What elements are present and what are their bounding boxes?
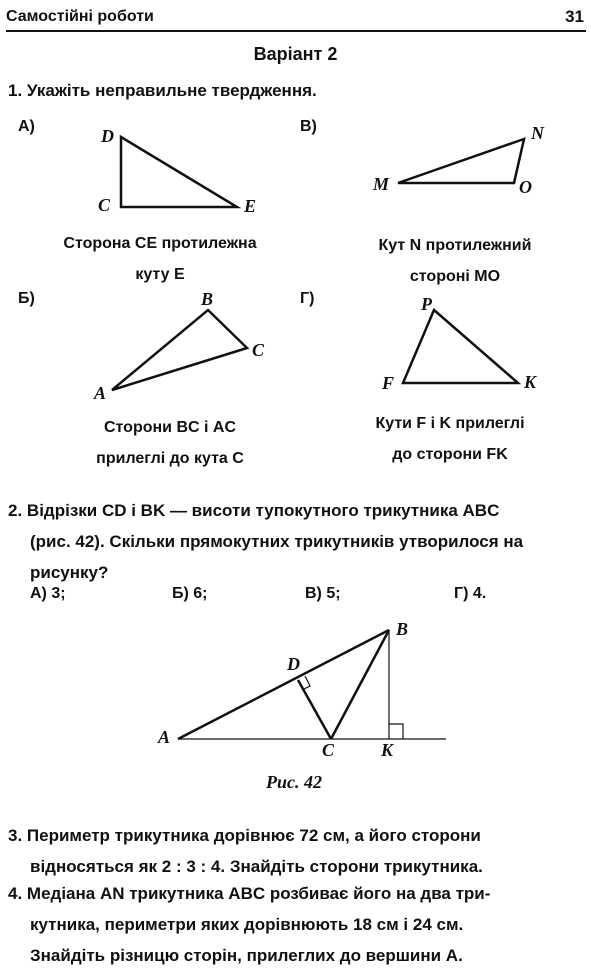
question-2-line1-text: Відрізки CD і BK — висоти тупокутного трикутника ABC [26, 501, 500, 520]
caption-b-line1: Сторони BC і AC [104, 419, 236, 436]
option-letter-b: Б) [18, 290, 35, 307]
triangle-bca [112, 310, 247, 390]
question-2-line1 [8, 495, 583, 526]
answer-v: В) 5; [305, 585, 341, 602]
question-text: Укажіть неправильне твердження. [26, 81, 317, 100]
altitude-cd [298, 680, 331, 739]
question-3-line1-text: Периметр трикутника дорівнює 72 см, а його сторони [26, 826, 481, 845]
caption-a [40, 228, 280, 290]
option-letter-a: А) [18, 118, 35, 135]
point-label-p: P [421, 294, 432, 314]
question-number: 2. [8, 501, 23, 520]
question-4-line1-text: Медіана AN трикутника ABC розбиває його на два три- [26, 884, 491, 903]
question-number: 3. [8, 826, 23, 845]
triangle-pfk [403, 310, 518, 383]
answer-g: Г) 4. [454, 585, 487, 602]
caption-v [335, 230, 575, 292]
option-letter-v: В) [300, 118, 317, 135]
point-label-k: K [524, 372, 537, 392]
section-title: Самостійні роботи [6, 8, 154, 25]
caption-b-line2: прилеглі до кута C [96, 450, 244, 467]
fig-label-b: B [396, 619, 409, 639]
point-label-b: B [201, 289, 214, 309]
question-3-line1 [8, 820, 583, 851]
figure-caption: Рис. 42 [266, 772, 322, 792]
answer-a: А) 3; [30, 585, 66, 602]
point-label-c: C [98, 195, 111, 215]
question-number: 4. [8, 884, 23, 903]
triangle-mno [398, 139, 524, 183]
fig-label-k: K [381, 740, 394, 760]
point-label-o: O [519, 177, 532, 197]
question-4-line1 [8, 878, 583, 909]
point-label-c2: C [252, 340, 265, 360]
option-letter-g: Г) [300, 290, 315, 307]
point-label-a: A [94, 383, 107, 403]
question-3-line2: відносяться як 2 : 3 : 4. Знайдіть сторони трикутника. [30, 857, 483, 876]
point-label-f: F [382, 373, 395, 393]
caption-v-line1: Кут N протилежний [378, 237, 532, 254]
fig-label-d: D [287, 654, 300, 674]
point-label-n: N [531, 123, 544, 143]
fig-label-c: C [322, 740, 335, 760]
caption-a-line1: Сторона CE протилежна [63, 235, 257, 252]
fig-label-a: A [158, 727, 171, 747]
question-2-line3: рисунку? [30, 563, 109, 582]
caption-b [50, 412, 290, 474]
figure-42 [178, 630, 446, 739]
triangle-dce [121, 137, 237, 207]
caption-v-line2: стороні MO [409, 268, 501, 285]
point-label-m: M [373, 174, 390, 194]
question-2 [8, 495, 583, 588]
question-4-line2: кутника, периметри яких дорівнюють 18 см і 24 см. [30, 915, 464, 934]
caption-a-line2: куту E [135, 266, 185, 283]
right-angle-k [389, 724, 403, 739]
question-3 [8, 820, 583, 882]
segment-ab [178, 630, 389, 739]
question-4-line3: Знайдіть різницю сторін, прилеглих до вершини A. [30, 946, 463, 965]
caption-g-line2: до сторони FK [392, 446, 508, 463]
point-label-e: E [244, 196, 257, 216]
question-number: 1. [8, 81, 23, 100]
caption-g [330, 408, 570, 470]
caption-g-line1: Кути F і K прилеглі [375, 415, 525, 432]
variant-title: Варіант 2 [253, 44, 338, 64]
point-label-d: D [101, 126, 114, 146]
page-number: 31 [565, 7, 584, 26]
question-4 [8, 878, 583, 971]
answer-b: Б) 6; [172, 585, 208, 602]
question-2-line2: (рис. 42). Скільки прямокутних трикутників утворилося на [30, 532, 524, 551]
